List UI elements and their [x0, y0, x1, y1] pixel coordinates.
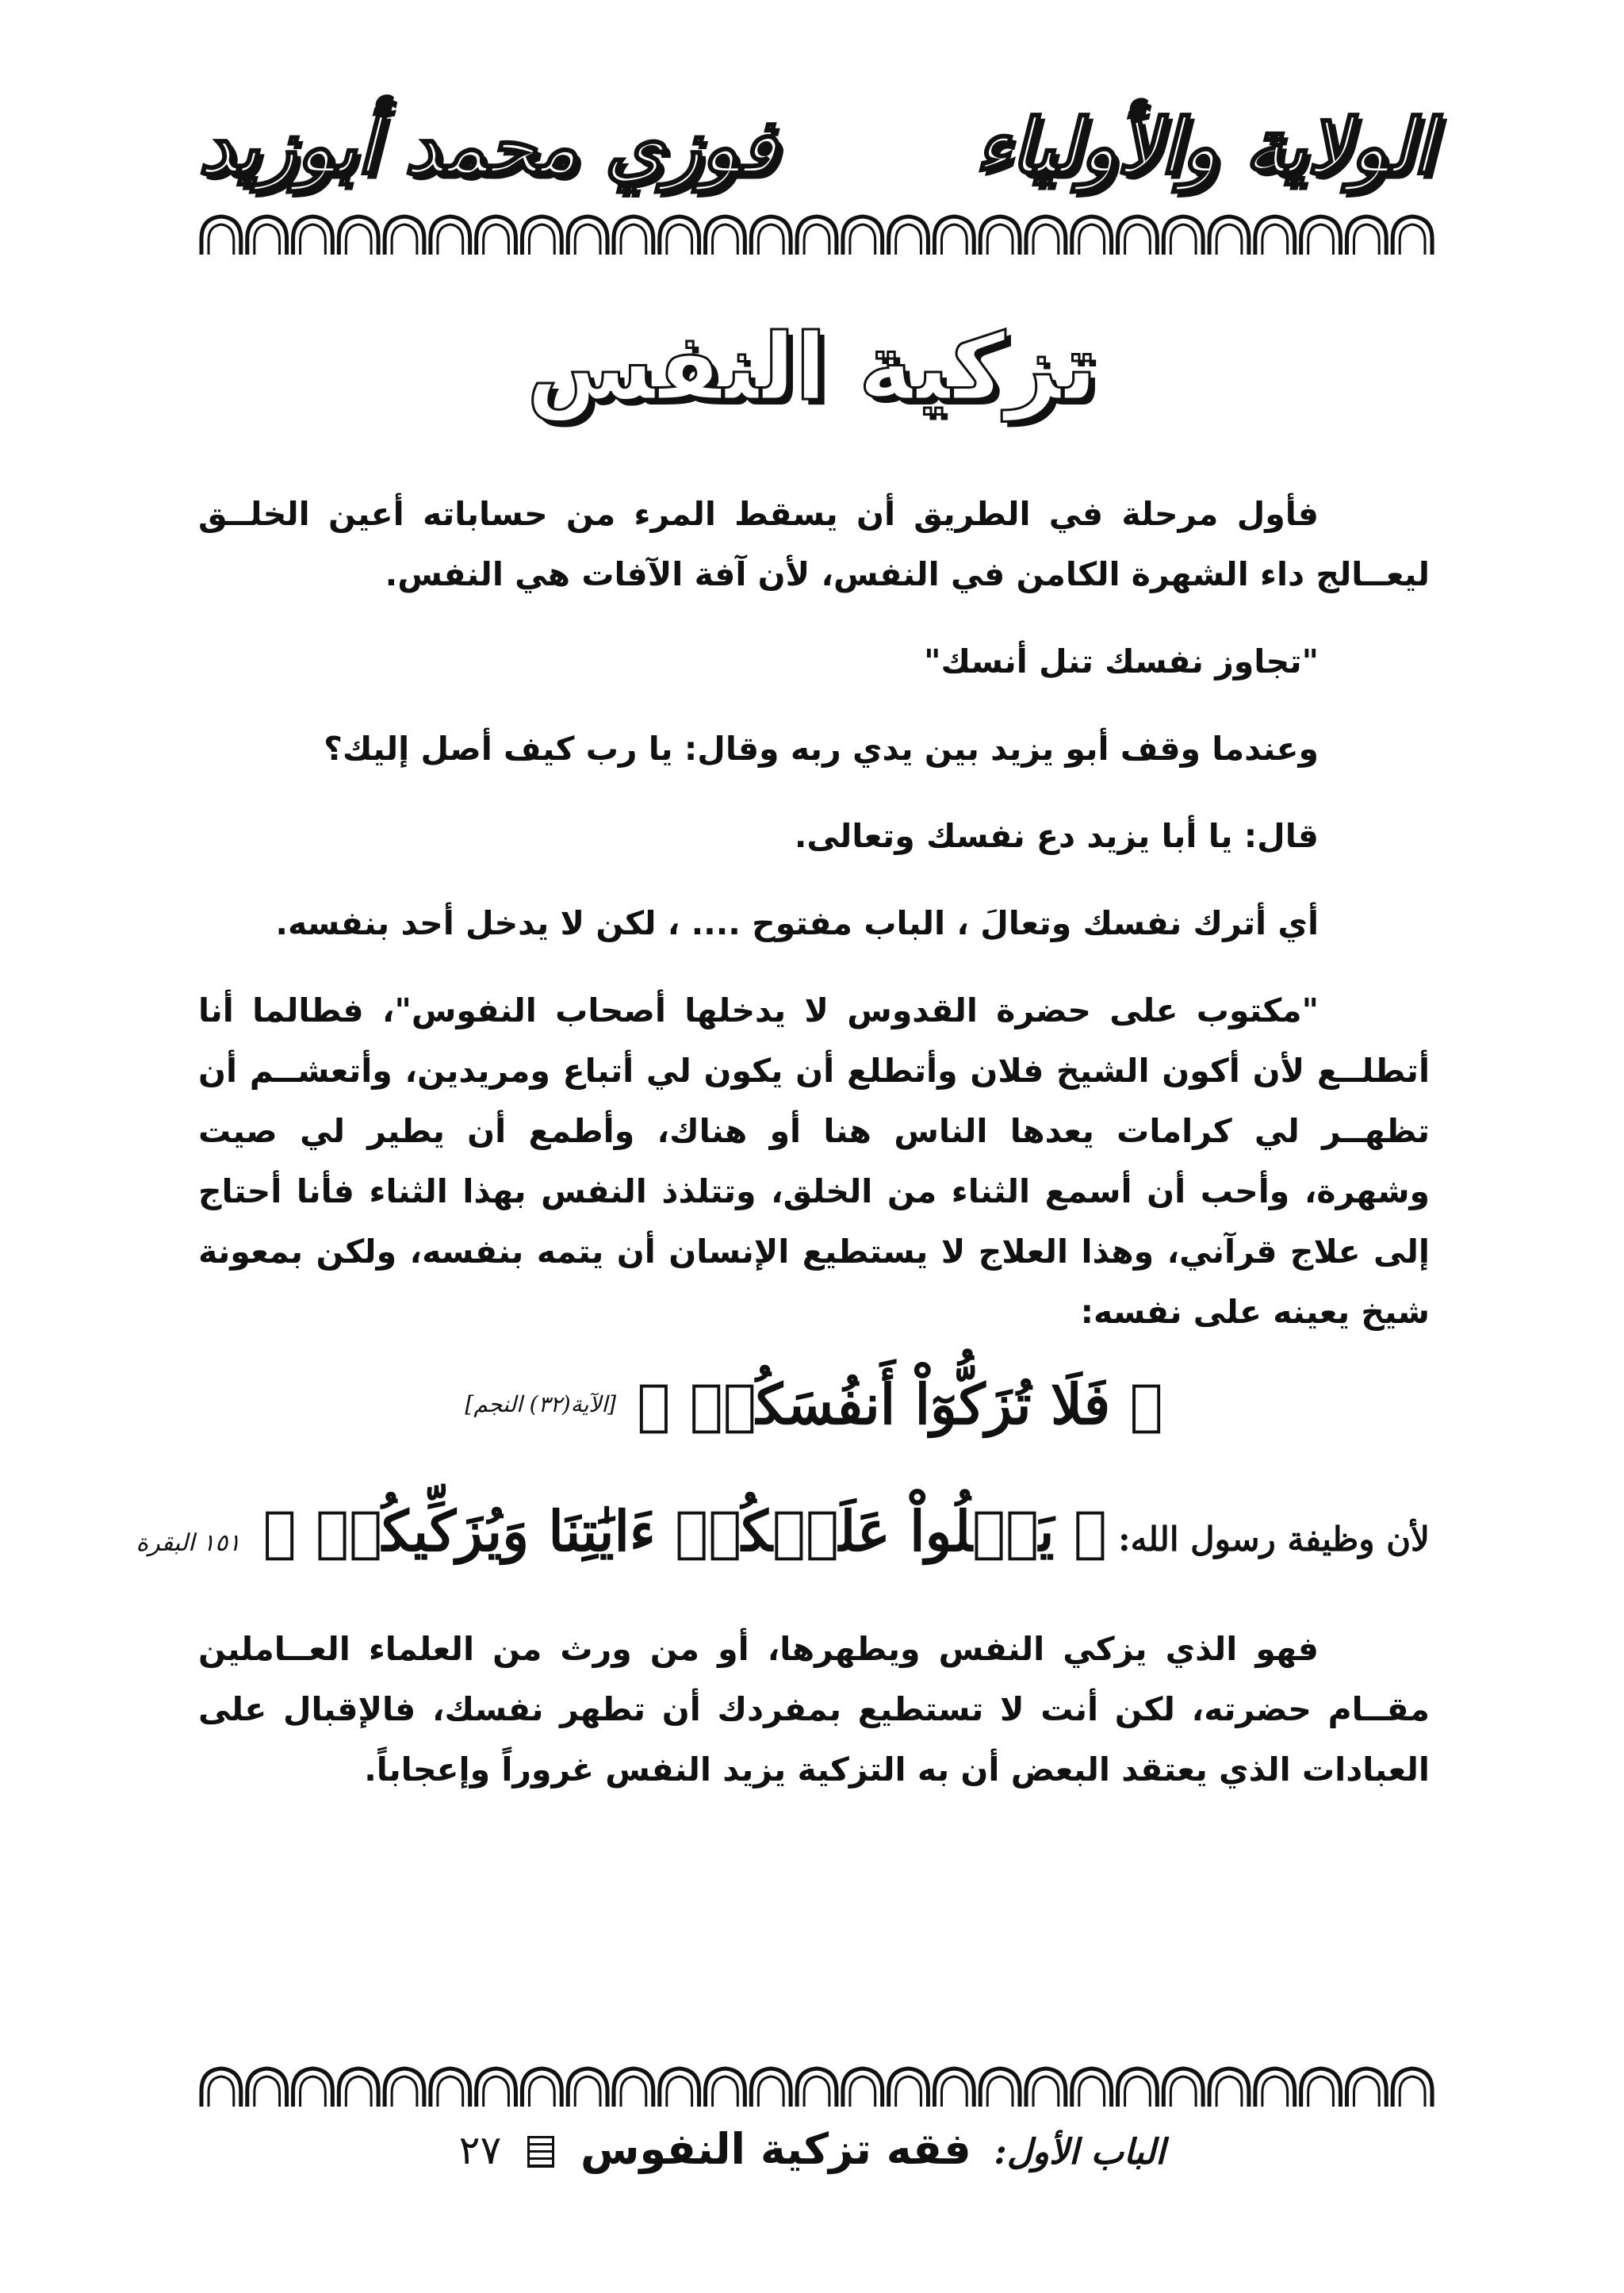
page-footer [0, 2122, 1624, 2180]
top-ornamental-border [198, 210, 1435, 258]
paragraph-5: أي أترك نفسك وتعالَ ، الباب مفتوح .... ، لكن لا يدخل أحد بنفسه. [275, 904, 1319, 942]
author-name: فوزي محمد أبوزيد [198, 102, 777, 191]
bottom-ornamental-border [198, 2062, 1435, 2110]
verse-2-text: ﴿ يَتۡلُواْ عَلَيۡكُمۡ ءَايَٰتِنَا وَيُزَكِّيكُمۡ ﴾ [262, 1498, 1107, 1564]
body-text [136, 484, 1430, 1827]
arch-outline [201, 2069, 1432, 2107]
page-header [198, 95, 1434, 198]
paragraph-6: "مكتوب على حضرة القدوس لا يدخلها أصحاب النفوس"، فطالما أنا أتطلــع لأن أكون الشيخ فلان وأتطلع أن يكون لي أتباع ومريدين، وأتعشــم أن تظهــر لي كرامات يعدها الناس هنا أو هناك، وأطمع أن يطير لي صيت وشهرة، وأحب أن أسمع الثناء من الخلق، وتتلذذ النفس بهذا الثناء فأنا أحتاج إلى علاج قرآني، وهذا العلاج لا يستطيع الإنسان أن يتمه بنفسه، ولكن بمعونة شيخ يعينه على نفسه: [198, 991, 1430, 1331]
quran-verse-2 [136, 1488, 1430, 1587]
part-label: الباب الأول: [994, 2132, 1166, 2172]
book-title: الولاية والأولياء [975, 102, 1434, 191]
arch-inner-outline [209, 2076, 1425, 2107]
paragraph-1: فأول مرحلة في الطريق أن يسقط المرء من حساباته أعين الخلــق ليعــالج داء الشهرة الكامن في النفس، لأن آفة الآفات هي النفس. [198, 495, 1430, 593]
verse-1-text: ﴿ فَلَا تُزَكُّوٓاْ أَنفُسَكُمۡ ﴾ [637, 1371, 1163, 1437]
arch-inner-outline [209, 224, 1425, 255]
paragraph-4: قال: يا أبا يزيد دع نفسك وتعالى. [794, 817, 1319, 855]
arch-outline [201, 217, 1432, 255]
quran-verse-1 [198, 1361, 1430, 1456]
page-number: ٢٧ [458, 2127, 502, 2173]
verse-1-reference: [الآية(٣٢) النجم] [465, 1391, 617, 1418]
paragraph-2: "تجاوز نفسك تنل أنسك" [924, 642, 1319, 681]
section-title: تزكية النفس [527, 314, 1097, 421]
verse-2-reference: ١٥١ البقرة [136, 1529, 241, 1557]
verse-2-prefix: لأن وظيفة رسول الله: [1118, 1520, 1430, 1559]
paragraph-3: وعندما وقف أبو يزيد بين يدي ربه وقال: يا رب كيف أصل إليك؟ [324, 730, 1319, 768]
paragraph-7: فهو الذي يزكي النفس ويطهرها، أو من ورث من العلماء العــاملين مقــام حضرته، لكن أنت لا تستطيع بمفردك أن تطهر نفسك، فالإقبال على العبادات الذي يعتقد البعض أن به التزكية يزيد النفس غروراً وإعجاباً. [198, 1630, 1430, 1789]
book-icon [527, 2136, 554, 2168]
chapter-title: فقه تزكية النفوس [580, 2124, 971, 2174]
